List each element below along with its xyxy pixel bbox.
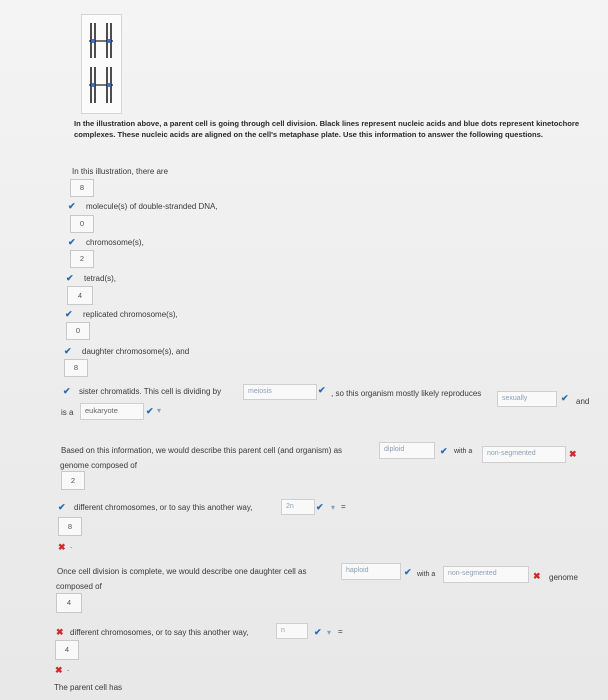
s2-text1: Based on this information, we would describe this parent cell (and organism) as (61, 446, 343, 455)
check-icon: ✔ (440, 446, 448, 456)
caret-icon: ▾ (157, 406, 162, 415)
check-icon: ✔ (58, 502, 66, 512)
s2-text3: different chromosomes, or to say this another way, (74, 503, 253, 512)
check-icon: ✔ (68, 201, 76, 211)
check-icon: ✔ (68, 237, 76, 247)
equals-sign: = (341, 502, 346, 511)
answer-box-dna[interactable]: 8 (70, 179, 94, 197)
label-sister: sister chromatids. This cell is dividing by (79, 387, 222, 396)
check-icon: ✔ (318, 385, 326, 395)
cross-icon: ✖ (58, 542, 66, 552)
s2-with-a: with a (454, 448, 473, 455)
check-icon: ✔ (404, 567, 412, 577)
cross-icon: ✖ (56, 627, 64, 637)
cell-illustration (81, 14, 122, 114)
s3-text3: different chromosomes, or to say this another way, (70, 628, 249, 637)
answer-box-daughter[interactable]: 0 (66, 322, 90, 340)
parent-total-count[interactable]: 8 (58, 517, 82, 536)
check-icon: ✔ (64, 346, 72, 356)
caret-icon: ▾ (331, 503, 336, 512)
chromosome-diagram (82, 15, 121, 113)
check-icon: ✔ (65, 309, 73, 319)
footer-text: The parent cell has (54, 683, 123, 692)
parent-chromosome-count[interactable]: 2 (61, 471, 85, 490)
parent-n-select[interactable]: 2n (281, 499, 315, 515)
and-text: and (576, 397, 590, 406)
label-dna: molecule(s) of double-stranded DNA, (86, 202, 218, 211)
label-replicated: replicated chromosome(s), (83, 310, 178, 319)
daughter-n-select[interactable]: n (276, 623, 308, 639)
answer-box-tetrads[interactable]: 2 (70, 250, 94, 268)
label-tetrads: tetrad(s), (84, 274, 117, 283)
parent-ploidy-select[interactable]: diploid (379, 442, 435, 459)
cross-icon: ✖ (533, 571, 541, 581)
division-select[interactable]: meiosis (243, 384, 317, 400)
label-daughter: daughter chromosome(s), and (82, 347, 190, 356)
s2-text2: genome composed of (60, 461, 137, 470)
intro-paragraph: In the illustration above, a parent cell is going through cell division. Black lines represent nucleic acids and blue dots represent kinetochore complexes. These nucleic acids are aligned on the cell's metaphase plate. Use this information to answer the following questions. (74, 119, 580, 139)
check-icon: ✔ (316, 502, 324, 512)
daughter-genome-select[interactable]: non-segmented (443, 566, 529, 583)
daughter-ploidy-select[interactable]: haploid (341, 563, 401, 580)
period: . (70, 541, 73, 550)
check-icon: ✔ (63, 386, 71, 396)
is-a-text: is a (61, 408, 74, 417)
s3-text2: composed of (56, 582, 102, 591)
genome-word: genome (549, 573, 578, 582)
caret-icon: ▾ (327, 628, 332, 637)
lead-text: In this illustration, there are (72, 167, 169, 176)
check-icon: ✔ (66, 273, 74, 283)
check-icon: ✔ (314, 627, 322, 637)
cross-icon: ✖ (55, 665, 63, 675)
check-icon: ✔ (146, 406, 154, 416)
cross-icon: ✖ (569, 449, 577, 459)
s3-text1: Once cell division is complete, we would describe one daughter cell as (57, 567, 307, 576)
equals-sign: = (338, 627, 343, 636)
answer-box-sister[interactable]: 8 (64, 359, 88, 377)
reproduction-select[interactable]: sexually (497, 391, 557, 407)
answer-box-replicated[interactable]: 4 (67, 286, 93, 305)
daughter-chromosome-count[interactable]: 4 (56, 593, 82, 613)
organism-type-select[interactable]: eukaryote (80, 403, 144, 420)
answer-box-chromosomes[interactable]: 0 (70, 215, 94, 233)
period: . (67, 664, 70, 673)
label-chromosomes: chromosome(s), (86, 238, 144, 247)
reproduce-text: , so this organism mostly likely reproduces (331, 389, 482, 398)
s3-with-a: with a (417, 571, 436, 578)
daughter-total-count[interactable]: 4 (55, 640, 79, 660)
check-icon: ✔ (561, 393, 569, 403)
parent-genome-select[interactable]: non-segmented (482, 446, 566, 463)
